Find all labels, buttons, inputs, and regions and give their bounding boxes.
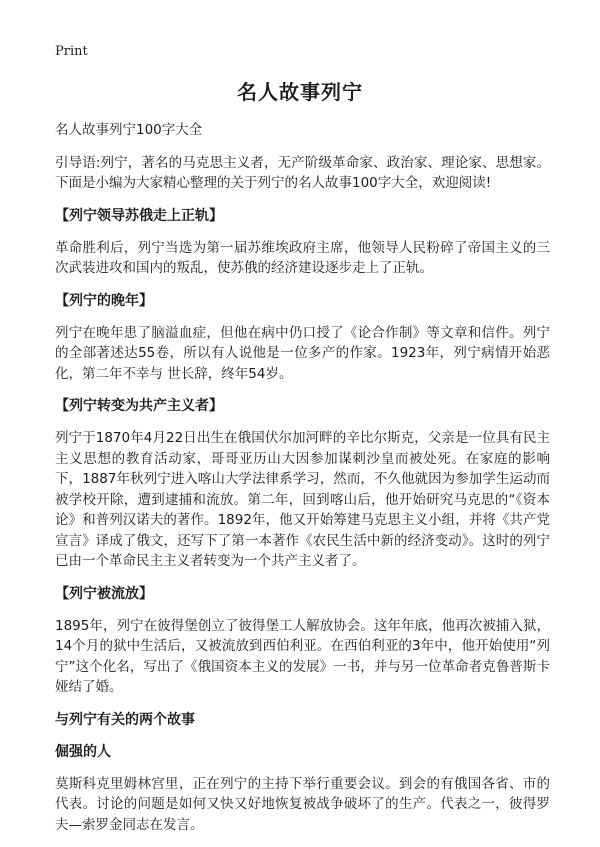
page-title: 名人故事列宁	[237, 80, 363, 104]
article-intro: 引导语:列宁，著名的马克思主义者，无产阶级革命家、政治家、理论家、思想家。下面是小编为大家精心整理的关于列宁的名人故事100字大全，欢迎阅读!	[55, 154, 550, 191]
section-paragraph: 1895年，列宁在彼得堡创立了彼得堡工人解放协会。这年年底，他再次被捕入狱，14个月的狱中生活后，又被流放到西伯利亚。在西伯利亚的3年中，他开始使用“列宁”这个化名，写出了《俄国资本主义的发展》一书，并与另一位革命者克鲁普斯卡娅结了婚。	[55, 617, 550, 695]
section-paragraph: 列宁在晚年患了脑溢血症，但他在病中仍口授了《论合作制》等文章和信件。列宁的全部著述达55卷，所以有人说他是一位多产的作家。1923年，列宁病情开始恶化，第二年不幸与 世长辞，终年54岁。	[55, 324, 550, 382]
print-link[interactable]: Print	[55, 44, 88, 59]
story-heading: 倔强的人	[55, 743, 111, 760]
section-heading: 【列宁领导苏俄走上正轨】	[55, 207, 223, 224]
section-paragraph: 革命胜利后，列宁当选为第一届苏维埃政府主席，他领导人民粉碎了帝国主义的三次武装进攻和国内的叛乱，使苏俄的经济建设逐步走上了正轨。	[55, 239, 550, 276]
article-body	[55, 120, 550, 847]
section-heading: 【列宁被流放】	[55, 585, 153, 602]
article-subtitle: 名人故事列宁100字大全	[55, 122, 203, 138]
related-stories-heading: 与列宁有关的两个故事	[55, 711, 195, 728]
section-paragraph: 列宁于1870年4月22日出生在俄国伏尔加河畔的辛比尔斯克，父亲是一位具有民主主义思想的教育活动家，哥哥亚历山大因参加谋刺沙皇而被处死。在家庭的影响下，1887年秋列宁进入喀山大学法律系学习，然而，不久他就因为参加学生运动而被学校开除，遭到逮捕和流放。第二年，回到喀山后，他开始研究马克思的“《资本论》和普列汉诺夫的著作。1892年，他又开始筹建马克思主义小组，并将《共产党宣言》译成了俄文，还写下了第一本著作《农民生活中新的经济变动》。这时的列宁已由一个革命民主主义者转变为一个共产主义者了。	[55, 430, 550, 569]
story-paragraph: 莫斯科克里姆林宫里，正在列宁的主持下举行重要会议。到会的有俄国各省、市的代表。讨论的问题是如何又快又好地恢复被战争破坏了的生产。代表之一，彼得罗夫—索罗金同志在发言。	[55, 775, 550, 833]
section-heading: 【列宁转变为共产主义者】	[55, 398, 223, 414]
section-heading: 【列宁的晚年】	[55, 292, 153, 309]
